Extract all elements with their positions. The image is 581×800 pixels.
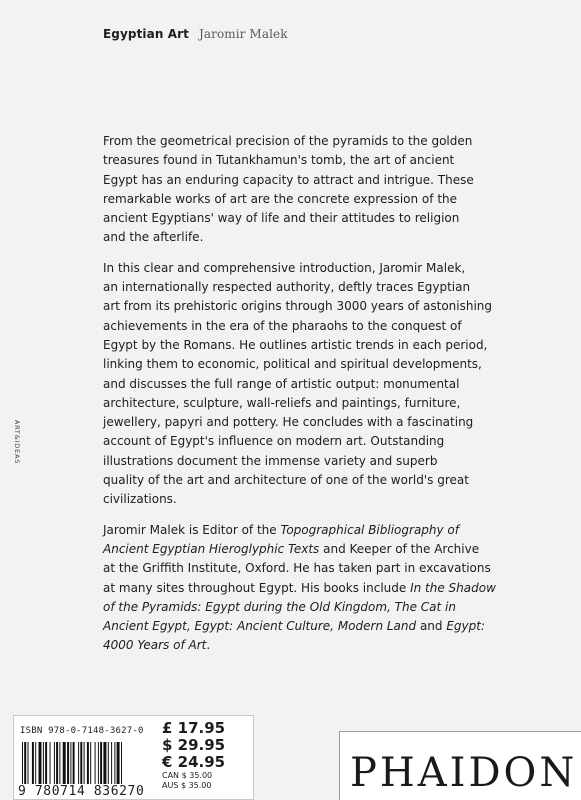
- barcode-bar: [50, 742, 51, 784]
- barcode-bar: [98, 742, 99, 784]
- barcode-bar: [54, 742, 55, 784]
- barcode-digits: 9 780714 836270: [18, 784, 145, 799]
- barcode-bar: [63, 742, 66, 784]
- barcode-bar: [117, 742, 120, 784]
- header: [103, 27, 288, 41]
- bio-text: Jaromir Malek is Editor of the: [103, 522, 281, 537]
- bio-text: and: [416, 619, 447, 634]
- price-can: CAN $ 35.00: [162, 771, 213, 780]
- book-ref: Egypt: 4000 Years of Art: [103, 619, 486, 653]
- price-list: [162, 720, 252, 791]
- series-label-text: ART&IDEAS: [13, 419, 21, 465]
- author-bio: [103, 521, 568, 656]
- barcode-bar: [78, 742, 79, 784]
- barcode-bar: [35, 742, 36, 784]
- publisher-name: PHAIDON: [350, 750, 578, 796]
- barcode-bar: [114, 742, 115, 784]
- barcode-bar: [59, 742, 60, 784]
- barcode-bar: [87, 742, 89, 784]
- blurb: [103, 132, 568, 667]
- barcode-bar: [111, 742, 112, 784]
- price-aus: AUS $ 35.00: [162, 781, 212, 790]
- publisher-logo: [339, 731, 581, 800]
- barcode-bar: [73, 742, 75, 784]
- barcode-bar: [80, 742, 82, 784]
- price-usd: $ 29.95: [162, 736, 226, 754]
- barcode-bar: [39, 742, 42, 784]
- price-gbp: £ 17.95: [162, 719, 226, 737]
- barcode-bar: [32, 742, 34, 784]
- book-ref: In the Shadow of the Pyramids: Egypt during the Old Kingdom, The Cat in Ancient Egypt, Egypt: Ancient Culture, Modern Land: [103, 580, 496, 634]
- barcode-bars: [22, 742, 154, 784]
- barcode-bar: [28, 742, 29, 784]
- price-eur: € 24.95: [162, 753, 226, 771]
- barcode-bar: [90, 742, 91, 784]
- barcode-bar: [67, 742, 69, 784]
- bio-text: .: [206, 638, 211, 653]
- book-ref: Topographical Bibliography of Ancient Egyptian Hieroglyphic Texts: [103, 522, 459, 556]
- blurb-paragraph-1: From the geometrical precision of the pyramids to the golden treasures found in Tutankhamun's tomb, the art of ancient Egypt has an enduring capacity to attract and intrigue. These remarkable works of art are the concrete expression of the ancient Egyptians' way of life and their attitudes to religion and the afterlife.: [103, 134, 474, 245]
- barcode-bar: [84, 742, 85, 784]
- barcode-bar: [56, 742, 58, 784]
- book-author: Jaromir Malek: [198, 27, 288, 41]
- barcode-sticker: [13, 715, 254, 800]
- barcode-bar: [121, 742, 122, 784]
- barcode-bar: [45, 742, 47, 784]
- barcode-bar: [70, 742, 71, 784]
- barcode-bar: [100, 742, 102, 784]
- blurb-paragraph-2: In this clear and comprehensive introduction, Jaromir Malek, an internationally respected authority, deftly traces Egyptian art from its prehistoric origins through 3000 years of astonishing achievements in the era of the pharaohs to the conquest of Egypt by the Romans. He outlines artistic trends in each period, linking them to economic, political and spiritual developments, and discusses the full range of artistic output: monumental architecture, sculpture, wall-reliefs and paintings, furniture, jewellery, papyri and pottery. He concludes with a fascinating account of Egypt's influence on modern art. Outstanding illustrations document the immense variety and superb quality of the art and architecture of one of the world's great civilizations.: [103, 260, 493, 507]
- barcode-bar: [24, 742, 26, 784]
- barcode-bar: [22, 742, 23, 784]
- barcode-bar: [103, 742, 106, 784]
- bio-text: and Keeper of the Archive at the Griffith Institute, Oxford. He has taken part in excavations at many sites throughout Egypt. His books include: [103, 541, 491, 595]
- barcode-bar: [108, 742, 109, 784]
- barcode-bar: [43, 742, 44, 784]
- barcode-bar: [95, 742, 96, 784]
- book-title: Egyptian Art: [103, 27, 190, 41]
- series-label: [10, 412, 24, 472]
- isbn-label: ISBN 978-0-7148-3627-0: [20, 726, 144, 736]
